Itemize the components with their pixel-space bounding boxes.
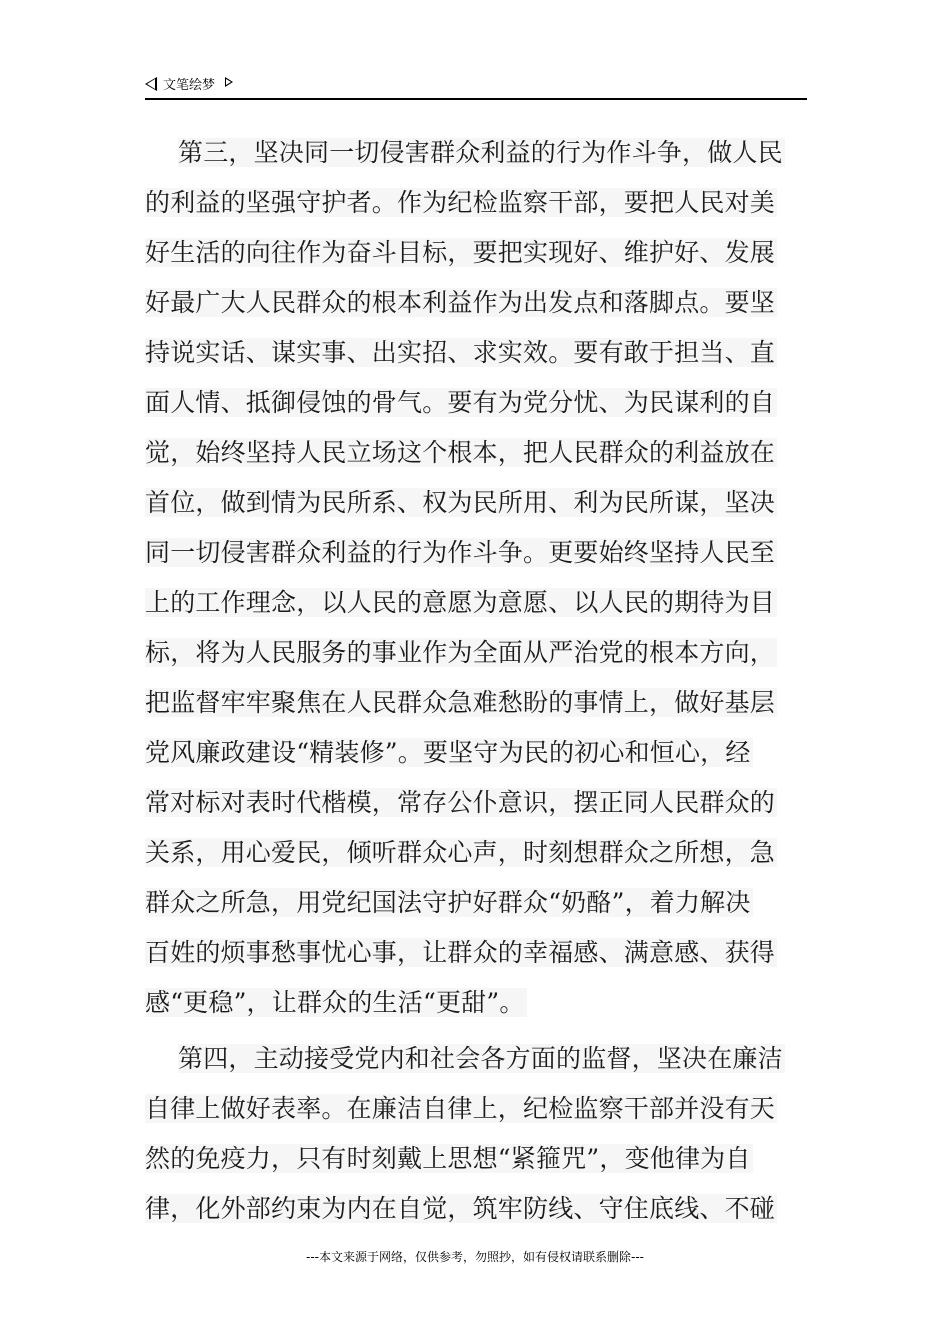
text-line: 自律上做好表率。在廉洁自律上，纪检监察干部并没有天 <box>145 1094 776 1123</box>
text-line: 党风廉政建设“精装修”。要坚守为民的初心和恒心，经 <box>145 738 751 767</box>
triangle-right-icon <box>225 77 233 87</box>
header-brand <box>145 74 233 93</box>
document-body <box>145 128 795 1234</box>
text-line: 首位，做到情为民所系、权为民所用、利为民所谋，坚决 <box>145 488 776 517</box>
text-line: 同一切侵害群众利益的行为作斗争。更要始终坚持人民至 <box>145 538 776 567</box>
text-line: 持说实话、谋实事、出实招、求实效。要有敢于担当、直 <box>145 338 776 367</box>
text-line: 然的免疫力，只有时刻戴上思想“紧箍咒”，变他律为自 <box>145 1144 751 1173</box>
page-footer: ---本文来源于网络，仅供参考，勿照抄，如有侵权请联系删除--- <box>306 1250 644 1264</box>
text-line: 的利益的坚强守护者。作为纪检监察干部，要把人民对美 <box>145 188 776 217</box>
text-line: 好生活的向往作为奋斗目标，要把实现好、维护好、发展 <box>145 238 776 267</box>
text-line: 第四，主动接受党内和社会各方面的监督，坚决在廉洁 <box>178 1044 783 1073</box>
text-line: 面人情、抵御侵蚀的骨气。要有为党分忧、为民谋利的自 <box>145 388 776 417</box>
text-line: 第三，坚决同一切侵害群众利益的行为作斗争，做人民 <box>178 138 783 167</box>
text-line: 关系，用心爱民，倾听群众心声，时刻想群众之所想，急 <box>145 838 776 867</box>
page-header <box>145 74 807 100</box>
text-line: 群众之所急，用党纪国法守护好群众“奶酪”，着力解决 <box>145 888 751 917</box>
text-line: 感“更稳”，让群众的生活“更甜”。 <box>145 988 525 1017</box>
text-line: 标，将为人民服务的事业作为全面从严治党的根本方向， <box>145 638 776 667</box>
text-line: 觉，始终坚持人民立场这个根本，把人民群众的利益放在 <box>145 438 776 467</box>
text-line: 百姓的烦事愁事忧心事，让群众的幸福感、满意感、获得 <box>145 938 776 967</box>
triangle-left-icon <box>145 77 157 91</box>
text-line: 把监督牢牢聚焦在人民群众急难愁盼的事情上，做好基层 <box>145 688 776 717</box>
text-line: 好最广大人民群众的根本利益作为出发点和落脚点。要坚 <box>145 288 776 317</box>
text-line: 常对标对表时代楷模，常存公仆意识，摆正同人民群众的 <box>145 788 776 817</box>
text-line: 律，化外部约束为内在自觉，筑牢防线、守住底线、不碰 <box>145 1194 776 1223</box>
paragraph-4 <box>145 1034 795 1234</box>
paragraph-3 <box>145 128 795 1028</box>
text-line: 上的工作理念，以人民的意愿为意愿、以人民的期待为目 <box>145 588 776 617</box>
brand-text: 文笔绘梦 <box>163 78 216 93</box>
